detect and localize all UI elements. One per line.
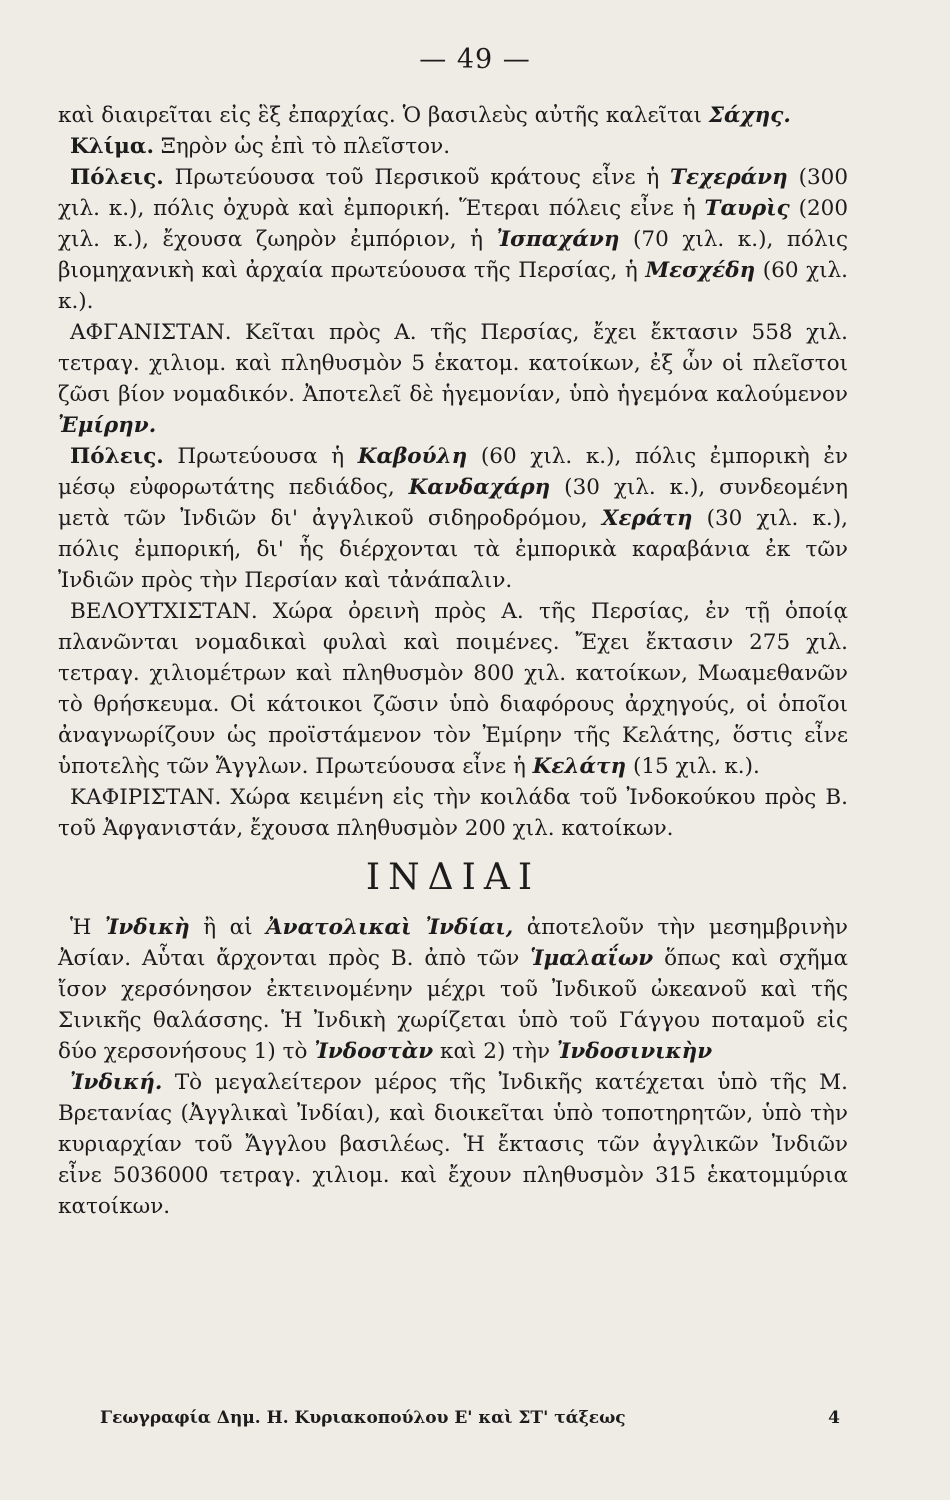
- body-text-span: καὶ 2) τὴν: [433, 1039, 557, 1064]
- body-text-span: ΚΑΦΙΡΙΣΤΑΝ.: [70, 785, 222, 810]
- body-text-span: (30 χιλ. κ.), πόλις ἐμπορική, δι' ἧς διέρχονται τὰ ἐμπορικὰ καραβάνια ἐκ τῶν Ἰνδιῶν πρὸς τὴν Περσίαν καὶ τἀνάπαλιν.: [58, 506, 848, 593]
- body-text-span: Χώρα κειμένη εἰς τὴν κοιλάδα τοῦ Ἰνδοκούκου πρὸς Β. τοῦ Ἀφγανιστάν, ἔχουσα πληθυσμὸν 200 χιλ. κατοίκων.: [58, 785, 848, 841]
- body-text-span: (70 χιλ. κ.), πόλις βιομηχανικὴ καὶ ἀρχαία πρωτεύουσα τῆς Περσίας, ἡ: [58, 227, 849, 283]
- emphasis-text: Κελάτη: [532, 754, 627, 779]
- emphasis-text: Ἰσπαχάνη: [496, 227, 620, 252]
- paragraph: [58, 782, 848, 844]
- body-text-span: Χώρα ὀρεινὴ πρὸς Α. τῆς Περσίας, ἐν τῇ ὁποίᾳ πλανῶνται νομαδικαὶ φυλαὶ καὶ ποιμένες. Ἔχει ἔκτασιν 275 χιλ. τετραγ. χιλιομέτρων καὶ πληθυσμὸν 800 χιλ. κατοίκων, Μωαμεθανῶν τὸ θρήσκευμα. Οἱ κάτοικοι ζῶσιν ὑπὸ διαφόρους ἀρχηγούς, οἱ ὁποῖοι ἀναγνωρίζουν ὡς προϊστάμενον τὸν Ἐμίρην τῆς Κελάτης, ὅστις εἶνε ὑποτελὴς τῶν Ἄγγλων. Πρωτεύουσα εἶνε ἡ: [58, 599, 848, 779]
- body-text-span: Κεῖται πρὸς Α. τῆς Περσίας, ἔχει ἔκτασιν 558 χιλ. τετραγ. χιλιομ. καὶ πληθυσμὸν 5 ἑκατομ. κατοίκων, ἐξ ὧν οἱ πλεῖστοι ζῶσι βίον νομαδικόν. Ἀποτελεῖ δὲ ἡγεμονίαν, ὑπὸ ἡγεμόνα καλούμενον: [58, 320, 848, 407]
- paragraph: [58, 441, 848, 596]
- section-heading: ΙΝΔΙΑΙ: [365, 857, 541, 898]
- emphasis-text: Ἰνδοσινικὴν: [556, 1039, 713, 1064]
- emphasis-text: Κανδαχάρη: [408, 475, 551, 500]
- body-text-span: (30 χιλ. κ.), συνδεομένη μετὰ τῶν Ἰνδιῶν δι' ἀγγλικοῦ σιδηροδρόμου,: [58, 475, 848, 531]
- body-text-span: Τὸ μεγαλείτερον μέρος τῆς Ἰνδικῆς κατέχεται ὑπὸ τῆς Μ. Βρετανίας (Ἀγγλικαὶ Ἰνδίαι), καὶ διοικεῖται ὑπὸ τοποτηρητῶν, ὑπὸ τὴν κυριαρχίαν τοῦ Ἄγγλου βασιλέως. Ἡ ἔκτασις τῶν ἀγγλικῶν Ἰνδιῶν εἶνε 5036000 τετραγ. χιλιομ. καὶ ἔχουν πληθυσμὸν 315 ἑκατομμύρια κατοίκων.: [58, 1070, 848, 1219]
- paragraph: [58, 317, 848, 441]
- paragraph: [58, 1067, 848, 1222]
- emphasis-text: Μεσχέδη: [645, 258, 756, 283]
- body-text-span: Ἡ: [70, 915, 105, 940]
- emphasis-text: Καβούλη: [357, 444, 468, 469]
- section-india: [58, 912, 848, 1222]
- footer-signature-number: 4: [828, 1408, 840, 1428]
- body-text-span: (60 χιλ. κ.).: [58, 258, 848, 314]
- emphasis-text: Χεράτη: [601, 506, 693, 531]
- paragraph: [58, 131, 848, 162]
- bold-label: Κλίμα.: [70, 134, 154, 159]
- body-text-span: ΒΕΛΟΥΤΧΙΣΤΑΝ.: [70, 599, 258, 624]
- page-number: — 49 —: [419, 44, 531, 75]
- body-text-span: ἀποτελοῦν τὴν μεσημβρινὴν Ἀσίαν. Αὗται ἄρχονται πρὸς Β. ἀπὸ τῶν: [58, 915, 848, 971]
- page-footer: [100, 1408, 840, 1428]
- paragraph: [58, 596, 848, 782]
- body-text-span: ὅπως καὶ σχῆμα ἴσον χερσόνησον ἐκτεινομένην μέχρι τοῦ Ἰνδικοῦ ὠκεανοῦ καὶ τῆς Σινικῆς θαλάσσης. Ἡ Ἰνδικὴ χωρίζεται ὑπὸ τοῦ Γάγγου ποταμοῦ εἰς δύο χερσονήσους 1) τὸ: [58, 946, 848, 1064]
- emphasis-text: Τεχεράνη: [670, 165, 788, 190]
- body-text-span: (60 χιλ. κ.), πόλις ἐμπορικὴ ἐν μέσῳ εὐφορωτάτης πεδιάδος,: [58, 444, 848, 500]
- emphasis-text: Ἰνδοστὰν: [314, 1039, 434, 1064]
- body-text-span: Πρωτεύουσα τοῦ Περσικοῦ κράτους εἶνε ἡ: [163, 165, 671, 190]
- body-text-span: ἢ αἱ: [189, 915, 266, 940]
- footer-title: Γεωγραφία Δημ. Η. Κυριακοπούλου Ε' καὶ ΣΤ' τάξεως: [100, 1408, 626, 1428]
- body-text-span: (15 χιλ. κ.).: [626, 754, 760, 779]
- emphasis-text: Ἀνατολικαὶ Ἰνδίαι,: [266, 915, 514, 940]
- body-text-span: ΑΦΓΑΝΙΣΤΑΝ.: [70, 320, 232, 345]
- bold-label: Πόλεις.: [70, 165, 164, 190]
- body-text: [58, 100, 848, 1222]
- body-text-span: (200 χιλ. κ.), ἔχουσα ζωηρὸν ἐμπόριον, ἡ: [58, 196, 849, 252]
- paragraph: [58, 912, 848, 1067]
- emphasis-text: Ἰνδικὴ: [104, 915, 190, 940]
- body-text-span: Πρωτεύουσα ἡ: [163, 444, 358, 469]
- section-persia-neighbors: [58, 100, 848, 844]
- bold-label: Πόλεις.: [70, 444, 164, 469]
- body-text-span: (300 χιλ. κ.), πόλις ὀχυρὰ καὶ ἐμπορική. Ἕτεραι πόλεις εἶνε ἡ: [58, 165, 848, 221]
- body-text-span: καὶ διαιρεῖται εἰς ἓξ ἐπαρχίας. Ὁ βασιλεὺς αὐτῆς καλεῖται: [58, 103, 709, 128]
- emphasis-text: Ἰνδική.: [70, 1070, 163, 1095]
- emphasis-text: Ἱμαλαΐων: [530, 946, 654, 971]
- emphasis-text: Σάχης.: [708, 103, 791, 128]
- emphasis-text: Ἐμίρην.: [58, 413, 157, 438]
- emphasis-text: Ταυρὶς: [704, 196, 790, 221]
- paragraph: [58, 162, 848, 317]
- body-text-span: Ξηρὸν ὡς ἐπὶ τὸ πλεῖστον.: [153, 134, 451, 159]
- paragraph: [58, 100, 848, 131]
